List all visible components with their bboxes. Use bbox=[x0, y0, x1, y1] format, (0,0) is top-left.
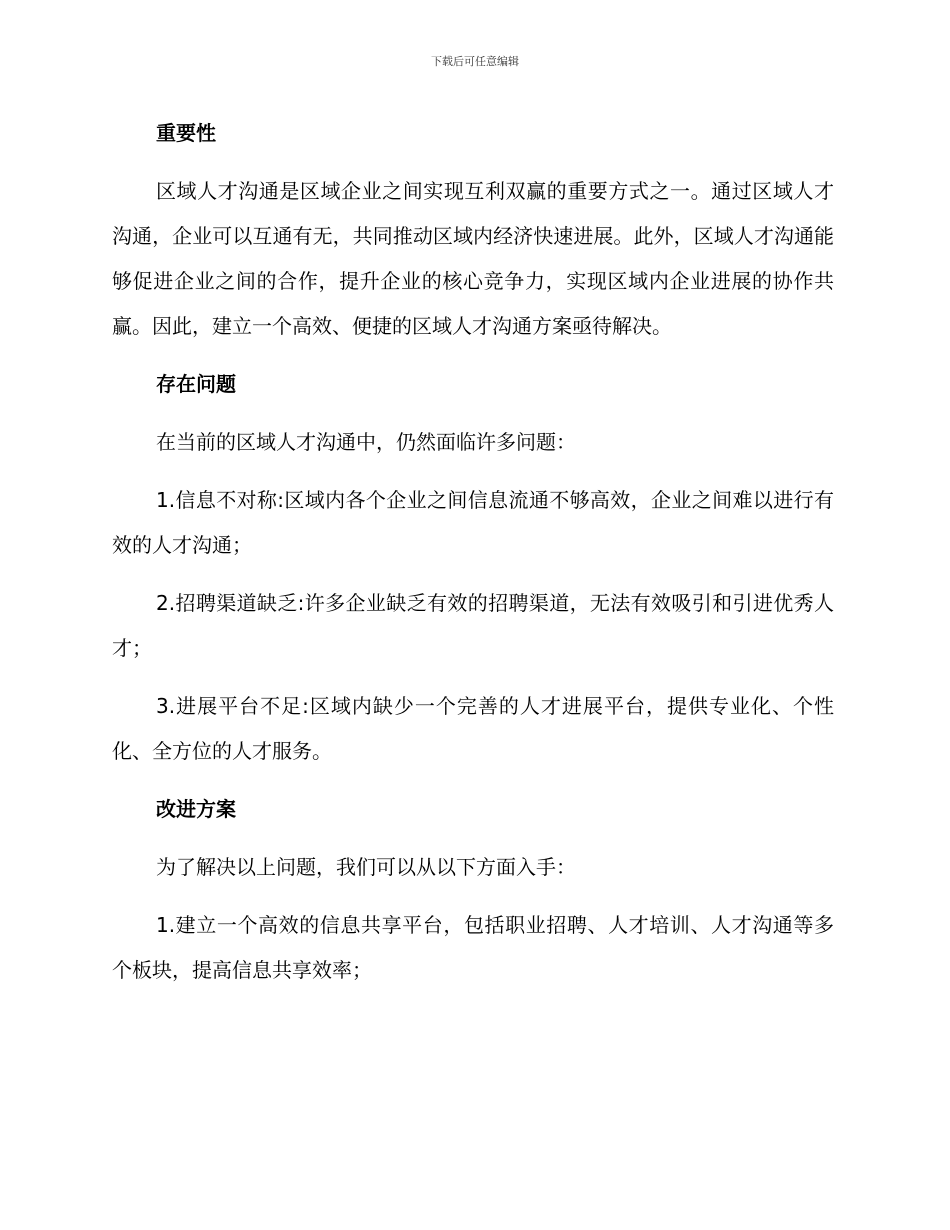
paragraph-importance: 区域人才沟通是区域企业之间实现互利双赢的重要方式之一。通过区域人才沟通，企业可以互通有无，共同推动区域内经济快速进展。此外，区域人才沟通能够促进企业之间的合作，提升企业的核心竞争力，实现区域内企业进展的协作共赢。因此，建立一个高效、便捷的区域人才沟通方案亟待解决。 bbox=[112, 179, 834, 338]
paragraph-problem-2: 2.招聘渠道缺乏:许多企业缺乏有效的招聘渠道，无法有效吸引和引进优秀人才； bbox=[112, 591, 834, 660]
section-heading-problems: 存在问题 bbox=[156, 372, 236, 396]
section-heading-importance: 重要性 bbox=[156, 121, 216, 145]
paragraph-problems-intro: 在当前的区域人才沟通中，仍然面临许多问题： bbox=[156, 430, 576, 454]
section-heading-improvement: 改进方案 bbox=[156, 797, 236, 821]
paragraph-problem-3: 3.进展平台不足:区域内缺少一个完善的人才进展平台，提供专业化、个性化、全方位的人才服务。 bbox=[112, 694, 834, 763]
page-header-note: 下载后可任意编辑 bbox=[431, 55, 519, 68]
paragraph-improvement-intro: 为了解决以上问题，我们可以从以下方面入手： bbox=[156, 855, 576, 879]
document-body bbox=[112, 111, 834, 993]
paragraph-problem-1: 1.信息不对称:区域内各个企业之间信息流通不够高效，企业之间难以进行有效的人才沟通； bbox=[112, 488, 834, 557]
paragraph-improvement-1: 1.建立一个高效的信息共享平台，包括职业招聘、人才培训、人才沟通等多个板块，提高信息共享效率； bbox=[112, 913, 834, 982]
